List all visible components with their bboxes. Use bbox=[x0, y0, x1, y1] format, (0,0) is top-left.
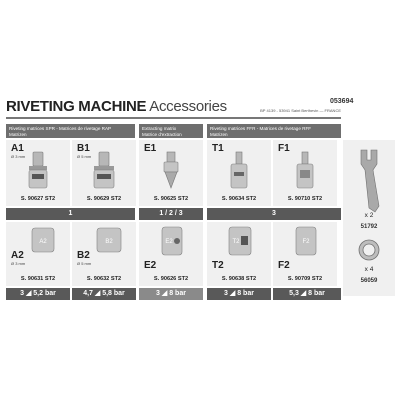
matrix-diameter: Ø 5 mm bbox=[77, 261, 92, 266]
matrix-a2-icon bbox=[28, 226, 58, 256]
matrix-label: E1 bbox=[144, 143, 157, 154]
matrix-ref: S. 90625 ST2 bbox=[153, 196, 189, 202]
page-title: RIVETING MACHINE Accessories bbox=[6, 98, 227, 115]
matrix-ref: S. 90629 ST2 bbox=[86, 196, 122, 202]
matrix-e2 bbox=[139, 222, 203, 286]
matrix-a1 bbox=[6, 140, 70, 206]
svg-text:T2: T2 bbox=[232, 239, 240, 245]
matrix-ref: S. 90626 ST2 bbox=[153, 276, 189, 282]
matrix-diameter: Ø 3 mm bbox=[11, 261, 26, 266]
header-divider bbox=[6, 117, 341, 119]
matrix-a2 bbox=[6, 222, 70, 286]
matrix-f2 bbox=[273, 222, 337, 286]
svg-text:B2: B2 bbox=[105, 239, 113, 245]
pressure-band-t: 3 ◢ 8 bar bbox=[207, 288, 271, 300]
matrix-label: E2 bbox=[144, 260, 157, 271]
group-header-spr: Riveting matrices SPR - Matrices de rivetage RAP Matrizen bbox=[6, 124, 135, 138]
matrix-t2 bbox=[207, 222, 271, 286]
matrix-ref: S. 90632 ST2 bbox=[86, 276, 122, 282]
matrix-t1-icon bbox=[224, 150, 254, 192]
pressure-band-f: 5,3 ◢ 8 bar bbox=[273, 288, 341, 300]
matrix-label: F2 bbox=[278, 260, 290, 271]
accessory-ref: 56059 bbox=[360, 278, 378, 284]
matrix-e1 bbox=[139, 140, 203, 206]
matrix-label: T1 bbox=[212, 143, 224, 154]
matrix-ref: S. 90634 ST2 bbox=[221, 196, 257, 202]
matrix-label: A2 bbox=[11, 250, 24, 261]
matrix-label: B1 bbox=[77, 143, 90, 154]
matrix-ref: S. 90709 ST2 bbox=[287, 276, 323, 282]
accessory-ref: 51792 bbox=[360, 224, 378, 230]
ring-icon bbox=[357, 238, 381, 262]
matrix-b1-icon bbox=[89, 150, 119, 192]
matrix-f2-icon bbox=[291, 225, 321, 257]
accessories-panel bbox=[343, 140, 395, 296]
matrix-diameter: Ø 3 mm bbox=[11, 154, 26, 159]
group-header-extract: Extracting matrix Matrice d'extraction bbox=[139, 124, 203, 138]
band-3: 3 bbox=[207, 208, 341, 220]
matrix-label: A1 bbox=[11, 143, 24, 154]
address: BP 4139 - 53941 Saint Berthevin — FRANCE bbox=[260, 108, 341, 113]
matrix-t2-icon bbox=[225, 225, 255, 257]
matrix-ref: S. 90631 ST2 bbox=[20, 276, 56, 282]
matrix-ref: S. 90710 ST2 bbox=[287, 196, 323, 202]
matrix-f1 bbox=[273, 140, 337, 206]
matrix-b2-icon bbox=[94, 226, 124, 256]
matrix-t1 bbox=[207, 140, 271, 206]
pressure-band-a: 3 ◢ 5,2 bar bbox=[6, 288, 70, 300]
svg-text:A2: A2 bbox=[39, 239, 47, 245]
matrix-label: F1 bbox=[278, 143, 290, 154]
matrix-a1-icon bbox=[23, 150, 53, 192]
matrix-label: T2 bbox=[212, 260, 224, 271]
matrix-b2 bbox=[72, 222, 136, 286]
matrix-diameter: Ø 5 mm bbox=[77, 154, 92, 159]
accessory-qty: x 4 bbox=[364, 266, 374, 273]
catalog-code: 053694 bbox=[330, 98, 354, 105]
svg-text:E2: E2 bbox=[165, 239, 173, 245]
band-1-2-3: 1 / 2 / 3 bbox=[139, 208, 203, 220]
band-1: 1 bbox=[6, 208, 135, 220]
svg-text:F2: F2 bbox=[302, 239, 310, 245]
accessory-qty: x 2 bbox=[364, 212, 374, 219]
pressure-band-e: 3 ◢ 8 bar bbox=[139, 288, 203, 300]
matrix-label: B2 bbox=[77, 250, 90, 261]
matrix-b1 bbox=[72, 140, 136, 206]
group-header-ffr: Riveting matrices FFR - Matrices de rivetage RFF Matrizen bbox=[207, 124, 341, 138]
pressure-band-b: 4,7 ◢ 5,8 bar bbox=[72, 288, 136, 300]
wrench-icon bbox=[349, 146, 389, 216]
matrix-ref: S. 90627 ST2 bbox=[20, 196, 56, 202]
matrix-f1-icon bbox=[290, 150, 320, 192]
matrix-ref: S. 90638 ST2 bbox=[221, 276, 257, 282]
matrix-e1-icon bbox=[156, 150, 186, 192]
matrix-e2-icon bbox=[157, 225, 187, 257]
